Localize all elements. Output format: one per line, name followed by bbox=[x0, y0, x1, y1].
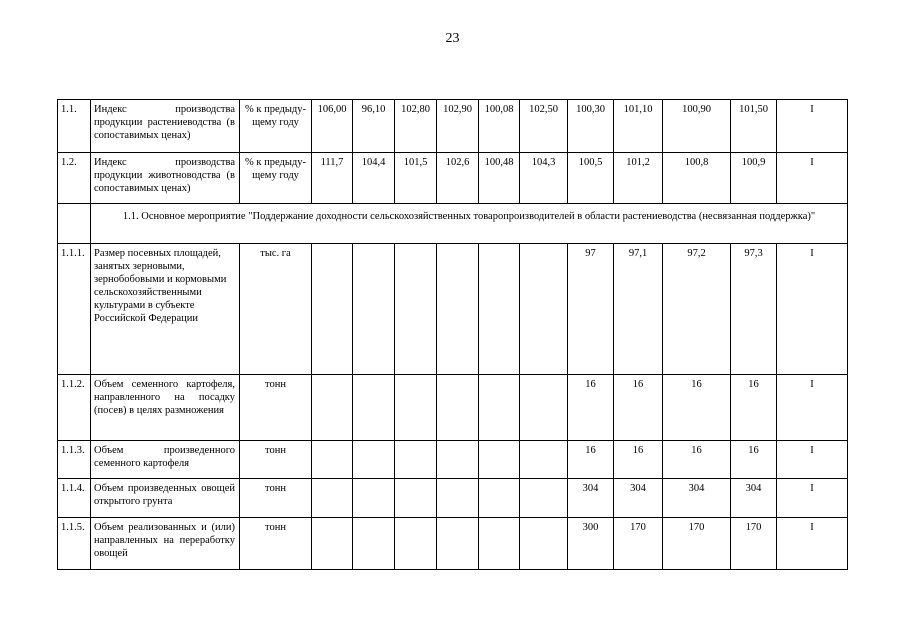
value-cell: 300 bbox=[568, 518, 614, 570]
value-cell bbox=[395, 244, 437, 375]
section-spacer bbox=[58, 204, 91, 244]
value-cell: 304 bbox=[568, 479, 614, 518]
table-row bbox=[58, 244, 848, 375]
value-cell: 97,3 bbox=[731, 244, 777, 375]
value-cell bbox=[312, 244, 353, 375]
value-cell: 97 bbox=[568, 244, 614, 375]
value-cell: 104,3 bbox=[520, 153, 568, 204]
table-row bbox=[58, 153, 848, 204]
last-cell: I bbox=[777, 375, 848, 441]
row-index: 1.1.2. bbox=[58, 375, 91, 441]
value-cell: 101,2 bbox=[614, 153, 663, 204]
value-cell bbox=[437, 518, 479, 570]
unit-cell: тонн bbox=[240, 375, 312, 441]
row-index: 1.1.4. bbox=[58, 479, 91, 518]
value-cell bbox=[437, 244, 479, 375]
value-cell: 104,4 bbox=[353, 153, 395, 204]
value-cell: 16 bbox=[731, 441, 777, 479]
value-cell: 102,90 bbox=[437, 100, 479, 153]
value-cell: 16 bbox=[614, 441, 663, 479]
value-cell bbox=[479, 518, 520, 570]
value-cell: 101,10 bbox=[614, 100, 663, 153]
row-index: 1.1.3. bbox=[58, 441, 91, 479]
row-index: 1.1.1. bbox=[58, 244, 91, 375]
value-cell bbox=[395, 518, 437, 570]
indicator-name: Объем произведенных овощей открытого грунта bbox=[91, 479, 240, 518]
value-cell: 100,48 bbox=[479, 153, 520, 204]
table-row bbox=[58, 441, 848, 479]
last-cell: I bbox=[777, 479, 848, 518]
value-cell bbox=[395, 479, 437, 518]
value-cell bbox=[520, 518, 568, 570]
unit-cell: тонн bbox=[240, 518, 312, 570]
indicator-name: Объем произведенного семенного картофеля bbox=[91, 441, 240, 479]
value-cell bbox=[479, 479, 520, 518]
value-cell: 97,2 bbox=[663, 244, 731, 375]
value-cell bbox=[437, 375, 479, 441]
page-number: 23 bbox=[445, 31, 460, 46]
unit-cell: % к предыду-щему году bbox=[240, 153, 312, 204]
row-index: 1.1.5. bbox=[58, 518, 91, 570]
value-cell bbox=[312, 375, 353, 441]
indicator-name: Индекс производства продукции животноводства (в сопоставимых ценах) bbox=[91, 153, 240, 204]
unit-cell: тонн bbox=[240, 479, 312, 518]
indicator-name: Объем семенного картофеля, направленного на посадку (посев) в целях размножения bbox=[91, 375, 240, 441]
section-title: 1.1. Основное мероприятие "Поддержание доходности сельскохозяйственных товаропроизводителей в области растениеводства (несвязанная поддержка)" bbox=[91, 204, 848, 244]
last-cell: I bbox=[777, 244, 848, 375]
value-cell bbox=[520, 375, 568, 441]
table-row bbox=[58, 100, 848, 153]
table-row bbox=[58, 479, 848, 518]
value-cell: 100,30 bbox=[568, 100, 614, 153]
value-cell: 100,08 bbox=[479, 100, 520, 153]
indicator-name: Объем реализованных и (или) направленных на переработку овощей bbox=[91, 518, 240, 570]
value-cell: 106,00 bbox=[312, 100, 353, 153]
last-cell: I bbox=[777, 153, 848, 204]
value-cell: 96,10 bbox=[353, 100, 395, 153]
value-cell: 304 bbox=[663, 479, 731, 518]
value-cell bbox=[395, 441, 437, 479]
indicator-name: Индекс производства продукции растениеводства (в сопоставимых ценах) bbox=[91, 100, 240, 153]
value-cell bbox=[353, 441, 395, 479]
value-cell: 304 bbox=[614, 479, 663, 518]
value-cell bbox=[520, 479, 568, 518]
value-cell bbox=[353, 518, 395, 570]
value-cell: 102,50 bbox=[520, 100, 568, 153]
value-cell: 170 bbox=[614, 518, 663, 570]
indicators-table bbox=[57, 99, 848, 570]
value-cell bbox=[520, 244, 568, 375]
value-cell: 101,50 bbox=[731, 100, 777, 153]
value-cell bbox=[520, 441, 568, 479]
last-cell: I bbox=[777, 100, 848, 153]
value-cell: 101,5 bbox=[395, 153, 437, 204]
indicator-name: Размер посевных площадей, занятых зерновыми, зернобобовыми и кормовыми сельскохозяйственными культурами в субъекте Российской Федерации bbox=[91, 244, 240, 375]
value-cell bbox=[312, 479, 353, 518]
row-index: 1.1. bbox=[58, 100, 91, 153]
last-cell: I bbox=[777, 518, 848, 570]
table-row bbox=[58, 375, 848, 441]
value-cell: 16 bbox=[731, 375, 777, 441]
table-row bbox=[58, 518, 848, 570]
value-cell: 100,90 bbox=[663, 100, 731, 153]
unit-cell: тыс. га bbox=[240, 244, 312, 375]
section-row bbox=[58, 204, 848, 244]
value-cell: 16 bbox=[663, 441, 731, 479]
value-cell bbox=[437, 479, 479, 518]
value-cell bbox=[353, 375, 395, 441]
value-cell: 16 bbox=[568, 375, 614, 441]
value-cell bbox=[479, 441, 520, 479]
value-cell: 170 bbox=[663, 518, 731, 570]
value-cell: 16 bbox=[663, 375, 731, 441]
last-cell: I bbox=[777, 441, 848, 479]
row-index: 1.2. bbox=[58, 153, 91, 204]
value-cell: 100,8 bbox=[663, 153, 731, 204]
value-cell: 100,9 bbox=[731, 153, 777, 204]
value-cell: 102,6 bbox=[437, 153, 479, 204]
value-cell: 97,1 bbox=[614, 244, 663, 375]
value-cell bbox=[353, 244, 395, 375]
value-cell: 111,7 bbox=[312, 153, 353, 204]
value-cell bbox=[312, 518, 353, 570]
value-cell: 304 bbox=[731, 479, 777, 518]
value-cell bbox=[437, 441, 479, 479]
value-cell bbox=[395, 375, 437, 441]
value-cell: 16 bbox=[614, 375, 663, 441]
unit-cell: тонн bbox=[240, 441, 312, 479]
value-cell bbox=[479, 375, 520, 441]
value-cell: 102,80 bbox=[395, 100, 437, 153]
value-cell: 100,5 bbox=[568, 153, 614, 204]
value-cell bbox=[479, 244, 520, 375]
value-cell: 16 bbox=[568, 441, 614, 479]
value-cell: 170 bbox=[731, 518, 777, 570]
unit-cell: % к предыду-щему году bbox=[240, 100, 312, 153]
value-cell bbox=[312, 441, 353, 479]
value-cell bbox=[353, 479, 395, 518]
